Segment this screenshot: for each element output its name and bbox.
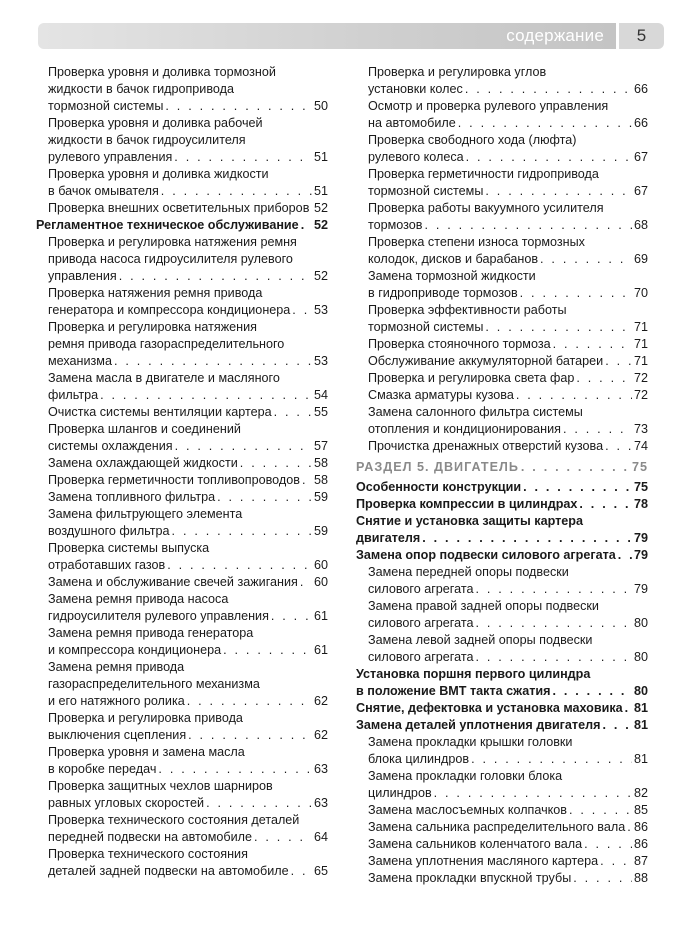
toc-entry[interactable]: [36, 234, 328, 285]
leader-dots: [223, 642, 312, 659]
leader-dots: [422, 530, 632, 547]
toc-entry[interactable]: [356, 353, 648, 370]
toc-page-number: 70: [633, 286, 648, 300]
toc-page-number: 75: [633, 480, 648, 494]
header-bar: [38, 23, 616, 49]
toc-page-number: 79: [633, 548, 648, 562]
toc-entry-line: жидкости в бачок гидроусилителя: [48, 133, 246, 147]
leader-dots: [553, 336, 632, 353]
toc-entry-title: Проверка внешних осветительных приборов: [48, 201, 310, 215]
toc-entry-title: тормозной системы: [48, 99, 164, 113]
leader-dots: [240, 455, 312, 472]
leader-dots: [217, 489, 312, 506]
leader-dots: [485, 183, 632, 200]
leader-dots: [458, 115, 632, 132]
toc-entry-title: силового агрегата: [368, 650, 474, 664]
toc-entry[interactable]: [36, 166, 328, 200]
toc-entry[interactable]: [36, 200, 328, 217]
toc-entry-title: Проверка компрессии в цилиндрах: [356, 497, 578, 511]
toc-entry-title: Замена и обслуживание свечей зажигания: [48, 575, 298, 589]
toc-entry[interactable]: [36, 404, 328, 421]
toc-entry-title: и компрессора кондиционера: [48, 643, 222, 657]
toc-page-number: 63: [313, 796, 328, 810]
leader-dots: [161, 183, 312, 200]
toc-page-number: 54: [313, 388, 328, 402]
leader-dots: [291, 863, 312, 880]
toc-entry-title: Замена охлаждающей жидкости: [48, 456, 238, 470]
toc-page-number: 59: [313, 490, 328, 504]
leader-dots: [523, 479, 632, 496]
toc-entry-title: Снятие, дефектовка и установка маховика: [356, 701, 623, 715]
toc-entry-title: силового агрегата: [368, 616, 474, 630]
toc-entry-line: Проверка уровня и доливка рабочей: [48, 116, 263, 130]
toc-page-number: 61: [313, 609, 328, 623]
leader-dots: [100, 387, 312, 404]
toc-entry-title: цилиндров: [368, 786, 432, 800]
toc-entry-title: Проверка стояночного тормоза: [368, 337, 551, 351]
toc-entry-title: в бачок омывателя: [48, 184, 159, 198]
toc-entry-title: в положение ВМТ такта сжатия: [356, 684, 551, 698]
toc-page-number: 53: [313, 303, 328, 317]
toc-entry[interactable]: [36, 319, 328, 370]
leader-dots: [188, 727, 312, 744]
toc-page-number: 55: [313, 405, 328, 419]
toc-page-number: 80: [633, 650, 648, 664]
leader-dots: [485, 319, 632, 336]
toc-entry-title: на автомобиле: [368, 116, 456, 130]
header-title: содержание: [506, 26, 604, 45]
toc-page-number: 78: [633, 497, 648, 511]
toc-entry-title: тормозной системы: [368, 320, 484, 334]
toc-entry[interactable]: [356, 132, 648, 166]
toc-entry-title: колодок, дисков и барабанов: [368, 252, 539, 266]
toc-entry-title: Обслуживание аккумуляторной батареи: [368, 354, 604, 368]
toc-entry-line: Проверка и регулировка натяжения: [48, 320, 257, 334]
leader-dots: [520, 285, 632, 302]
toc-entry[interactable]: [36, 489, 328, 506]
toc-entry-title: отопления и кондиционирования: [368, 422, 561, 436]
toc-entry[interactable]: [36, 812, 328, 846]
toc-entry-line: Проверка технического состояния: [48, 847, 248, 861]
leader-dots: [602, 717, 632, 734]
toc-page-number: 88: [633, 871, 648, 885]
toc-page-number: 67: [633, 184, 648, 198]
toc-entry-line: газораспределительного механизма: [48, 677, 260, 691]
leader-dots: [165, 98, 312, 115]
leader-dots: [174, 149, 312, 166]
leader-dots: [301, 217, 312, 234]
toc-entry-title: в коробке передач: [48, 762, 157, 776]
toc-page-number: 66: [633, 82, 648, 96]
leader-dots: [187, 693, 312, 710]
page-number: 5: [619, 23, 664, 49]
toc-page-number: 61: [313, 643, 328, 657]
toc-entry[interactable]: [356, 717, 648, 734]
toc-entry-line: Проверка уровня и доливка жидкости: [48, 167, 269, 181]
toc-entry-title: РАЗДЕЛ 5. ДВИГАТЕЛЬ: [356, 460, 519, 474]
toc-entry-title: и его натяжного ролика: [48, 694, 185, 708]
toc-entry[interactable]: [36, 846, 328, 880]
toc-page-number: 71: [633, 320, 648, 334]
toc-entry-title: Прочистка дренажных отверстий кузова: [368, 439, 604, 453]
toc-entry-line: Замена прокладки головки блока: [368, 769, 563, 783]
toc-entry-line: ремня привода газораспределительного: [48, 337, 285, 351]
leader-dots: [271, 608, 312, 625]
toc-entry-line: Замена фильтрующего элемента: [48, 507, 243, 521]
toc-entry[interactable]: [356, 564, 648, 598]
toc-entry-title: генератора и компрессора кондиционера: [48, 303, 291, 317]
toc-entry[interactable]: [356, 404, 648, 438]
toc-entry-line: привода насоса гидроусилителя рулевого: [48, 252, 293, 266]
toc-page-number: 60: [313, 575, 328, 589]
toc-entry-title: рулевого колеса: [368, 150, 464, 164]
leader-dots: [254, 829, 312, 846]
toc-page-number: 79: [633, 531, 648, 545]
toc-entry[interactable]: [356, 336, 648, 353]
leader-dots: [300, 574, 312, 591]
toc-page-number: 86: [633, 820, 648, 834]
toc-page-number: 68: [633, 218, 648, 232]
toc-entry[interactable]: [36, 591, 328, 625]
toc-page-number: 52: [313, 269, 328, 283]
toc-entry-line: Проверка защитных чехлов шарниров: [48, 779, 273, 793]
toc-entry-title: передней подвески на автомобиле: [48, 830, 252, 844]
leader-dots: [475, 581, 632, 598]
toc-page-number: 66: [633, 116, 648, 130]
toc-entry-line: Проверка и регулировка углов: [368, 65, 547, 79]
leader-dots: [119, 268, 312, 285]
toc-page-number: 57: [313, 439, 328, 453]
toc-page-number: 87: [633, 854, 648, 868]
toc-entry-line: Проверка технического состояния деталей: [48, 813, 300, 827]
toc-entry-line: Замена прокладки крышки головки: [368, 735, 573, 749]
toc-entry[interactable]: [36, 217, 328, 234]
toc-page-number: 51: [313, 150, 328, 164]
toc-entry[interactable]: [356, 666, 648, 700]
leader-dots: [605, 438, 632, 455]
toc-entry-title: Смазка арматуры кузова: [368, 388, 514, 402]
toc-entry-line: Проверка натяжения ремня привода: [48, 286, 263, 300]
toc-page-number: 82: [633, 786, 648, 800]
toc-entry-line: Проверка свободного хода (люфта): [368, 133, 577, 147]
leader-dots: [114, 353, 312, 370]
toc-entry-title: Проверка и регулировка света фар: [368, 371, 575, 385]
leader-dots: [434, 785, 632, 802]
leader-dots: [302, 472, 312, 489]
leader-dots: [475, 649, 632, 666]
toc-entry[interactable]: [356, 853, 648, 870]
toc-page-number: 64: [313, 830, 328, 844]
toc-entry-title: тормозов: [368, 218, 423, 232]
toc-entry-line: Замена левой задней опоры подвески: [368, 633, 593, 647]
leader-dots: [175, 438, 312, 455]
leader-dots: [552, 683, 632, 700]
toc-entry[interactable]: [36, 710, 328, 744]
toc-entry-line: Проверка герметичности гидропривода: [368, 167, 599, 181]
toc-entry[interactable]: [356, 870, 648, 887]
leader-dots: [172, 523, 312, 540]
leader-dots: [466, 149, 632, 166]
toc-entry-title: управления: [48, 269, 117, 283]
toc-entry[interactable]: [36, 64, 328, 115]
toc-entry[interactable]: [356, 64, 648, 98]
toc-page-number: 81: [633, 701, 648, 715]
leader-dots: [576, 370, 632, 387]
toc-entry[interactable]: [356, 700, 648, 717]
toc-entry-title: Замена сальников коленчатого вала: [368, 837, 583, 851]
toc-entry[interactable]: [36, 455, 328, 472]
leader-dots: [618, 547, 632, 564]
toc-entry[interactable]: [356, 734, 648, 768]
leader-dots: [605, 353, 632, 370]
toc-page-number: 65: [313, 864, 328, 878]
toc-page-number: 80: [633, 616, 648, 630]
toc-entry[interactable]: [356, 166, 648, 200]
toc-page-number: 69: [633, 252, 648, 266]
toc-page-number: 81: [633, 752, 648, 766]
toc-entry[interactable]: [36, 574, 328, 591]
toc-entry-line: Проверка степени износа тормозных: [368, 235, 585, 249]
toc-entry-line: Проверка системы выпуска: [48, 541, 210, 555]
toc-entry-line: Замена салонного фильтра системы: [368, 405, 583, 419]
toc-entry-line: Проверка шлангов и соединений: [48, 422, 241, 436]
toc-entry-title: установки колес: [368, 82, 463, 96]
toc-entry-line: Замена ремня привода генератора: [48, 626, 254, 640]
toc-page-number: 80: [633, 684, 648, 698]
toc-entry[interactable]: [356, 819, 648, 836]
leader-dots: [540, 251, 632, 268]
toc-entry-line: жидкости в бачок гидропривода: [48, 82, 234, 96]
leader-dots: [206, 795, 312, 812]
toc-entry[interactable]: [356, 547, 648, 564]
toc-entry-title: Замена маслосъемных колпачков: [368, 803, 567, 817]
toc-entry-title: механизма: [48, 354, 112, 368]
toc-left-column: [36, 64, 328, 880]
leader-dots: [292, 302, 312, 319]
toc-page-number: 51: [313, 184, 328, 198]
toc-page-number: 79: [633, 582, 648, 596]
toc-entry-title: силового агрегата: [368, 582, 474, 596]
toc-section-heading[interactable]: [356, 458, 648, 477]
toc-entry-title: системы охлаждения: [48, 439, 173, 453]
toc-entry-title: тормозной системы: [368, 184, 484, 198]
toc-entry[interactable]: [36, 370, 328, 404]
toc-page-number: 75: [631, 460, 648, 474]
toc-entry[interactable]: [36, 659, 328, 710]
toc-entry-title: Особенности конструкции: [356, 480, 522, 494]
toc-entry-line: Установка поршня первого цилиндра: [356, 667, 591, 681]
toc-page-number: 59: [313, 524, 328, 538]
toc-page-number: 73: [633, 422, 648, 436]
leader-dots: [579, 496, 632, 513]
toc-entry[interactable]: [36, 625, 328, 659]
toc-entry-title: Замена сальника распределительного вала: [368, 820, 626, 834]
leader-dots: [274, 404, 312, 421]
toc-entry-title: Очистка системы вентиляции картера: [48, 405, 272, 419]
toc-entry-line: Снятие и установка защиты картера: [356, 514, 584, 528]
toc-page-number: 63: [313, 762, 328, 776]
toc-right-column: [356, 64, 648, 887]
toc-page-number: 85: [633, 803, 648, 817]
toc-entry[interactable]: [356, 200, 648, 234]
toc-page-number: 67: [633, 150, 648, 164]
toc-entry-title: Замена топливного фильтра: [48, 490, 216, 504]
toc-entry-title: двигателя: [356, 531, 421, 545]
toc-entry-line: Проверка уровня и доливка тормозной: [48, 65, 276, 79]
toc-entry[interactable]: [356, 98, 648, 132]
toc-entry-title: равных угловых скоростей: [48, 796, 205, 810]
toc-page-number: 62: [313, 728, 328, 742]
toc-entry-title: выключения сцепления: [48, 728, 187, 742]
toc-entry-line: Проверка и регулировка натяжения ремня: [48, 235, 297, 249]
toc-entry[interactable]: [356, 370, 648, 387]
toc-entry-line: Замена масла в двигателе и масляного: [48, 371, 280, 385]
toc-entry-line: Осмотр и проверка рулевого управления: [368, 99, 609, 113]
toc-page-number: 72: [633, 371, 648, 385]
toc-page-number: 58: [313, 456, 328, 470]
leader-dots: [625, 700, 632, 717]
toc-entry-title: фильтра: [48, 388, 99, 402]
toc-page-number: 72: [633, 388, 648, 402]
toc-entry[interactable]: [36, 472, 328, 489]
toc-entry[interactable]: [356, 836, 648, 853]
toc-entry-title: гидроусилителя рулевого управления: [48, 609, 269, 623]
toc-page-number: 71: [633, 337, 648, 351]
toc-entry[interactable]: [356, 496, 648, 513]
toc-entry-title: деталей задней подвески на автомобиле: [48, 864, 289, 878]
leader-dots: [563, 421, 632, 438]
toc-entry[interactable]: [36, 744, 328, 778]
leader-dots: [475, 615, 632, 632]
toc-entry[interactable]: [356, 234, 648, 268]
toc-entry-line: Замена тормозной жидкости: [368, 269, 536, 283]
toc-page-number: 86: [633, 837, 648, 851]
toc-entry-title: Замена деталей уплотнения двигателя: [356, 718, 601, 732]
toc-entry-line: Проверка уровня и замена масла: [48, 745, 245, 759]
toc-entry-line: Замена передней опоры подвески: [368, 565, 569, 579]
toc-page-number: 52: [313, 218, 328, 232]
toc-entry-title: Замена опор подвески силового агрегата: [356, 548, 616, 562]
toc-entry[interactable]: [356, 802, 648, 819]
toc-entry[interactable]: [356, 598, 648, 632]
toc-entry-title: рулевого управления: [48, 150, 173, 164]
toc-page-number: 62: [313, 694, 328, 708]
leader-dots: [167, 557, 312, 574]
toc-entry-line: Проверка эффективности работы: [368, 303, 567, 317]
toc-page-number: 52: [313, 201, 328, 215]
toc-entry-title: Регламентное техническое обслуживание: [36, 218, 299, 232]
toc-entry-title: в гидроприводе тормозов: [368, 286, 518, 300]
toc-entry[interactable]: [356, 768, 648, 802]
toc-entry[interactable]: [356, 302, 648, 336]
toc-page-number: 53: [313, 354, 328, 368]
toc-page-number: 74: [633, 439, 648, 453]
toc-page-number: 50: [313, 99, 328, 113]
toc-entry-title: Замена уплотнения масляного картера: [368, 854, 599, 868]
toc-entry-line: Замена правой задней опоры подвески: [368, 599, 599, 613]
toc-entry-title: отработавших газов: [48, 558, 166, 572]
toc-entry-title: воздушного фильтра: [48, 524, 170, 538]
leader-dots: [521, 458, 630, 477]
leader-dots: [627, 819, 632, 836]
toc-entry-title: Замена прокладки впускной трубы: [368, 871, 572, 885]
leader-dots: [424, 217, 632, 234]
toc-page-number: 81: [633, 718, 648, 732]
toc-page-number: 58: [313, 473, 328, 487]
toc-page-number: 71: [633, 354, 648, 368]
toc-entry[interactable]: [36, 778, 328, 812]
toc-entry[interactable]: [36, 421, 328, 455]
leader-dots: [465, 81, 632, 98]
toc-entry-line: Замена ремня привода: [48, 660, 185, 674]
leader-dots: [600, 853, 632, 870]
toc-entry-line: Проверка и регулировка привода: [48, 711, 243, 725]
leader-dots: [573, 870, 632, 887]
leader-dots: [158, 761, 312, 778]
toc-entry-line: Проверка работы вакуумного усилителя: [368, 201, 604, 215]
leader-dots: [516, 387, 632, 404]
toc-page-number: 60: [313, 558, 328, 572]
toc-entry[interactable]: [36, 540, 328, 574]
toc-entry[interactable]: [36, 115, 328, 166]
toc-entry[interactable]: [356, 268, 648, 302]
toc-entry[interactable]: [36, 506, 328, 540]
toc-entry-line: Замена ремня привода насоса: [48, 592, 229, 606]
toc-entry[interactable]: [356, 632, 648, 666]
leader-dots: [569, 802, 632, 819]
leader-dots: [311, 200, 312, 217]
toc-entry-title: блока цилиндров: [368, 752, 470, 766]
toc-entry[interactable]: [356, 479, 648, 496]
leader-dots: [584, 836, 632, 853]
toc-entry[interactable]: [356, 513, 648, 547]
toc-entry-title: Проверка герметичности топливопроводов: [48, 473, 300, 487]
toc-entry[interactable]: [356, 438, 648, 455]
toc-entry[interactable]: [36, 285, 328, 319]
leader-dots: [471, 751, 632, 768]
toc-entry[interactable]: [356, 387, 648, 404]
